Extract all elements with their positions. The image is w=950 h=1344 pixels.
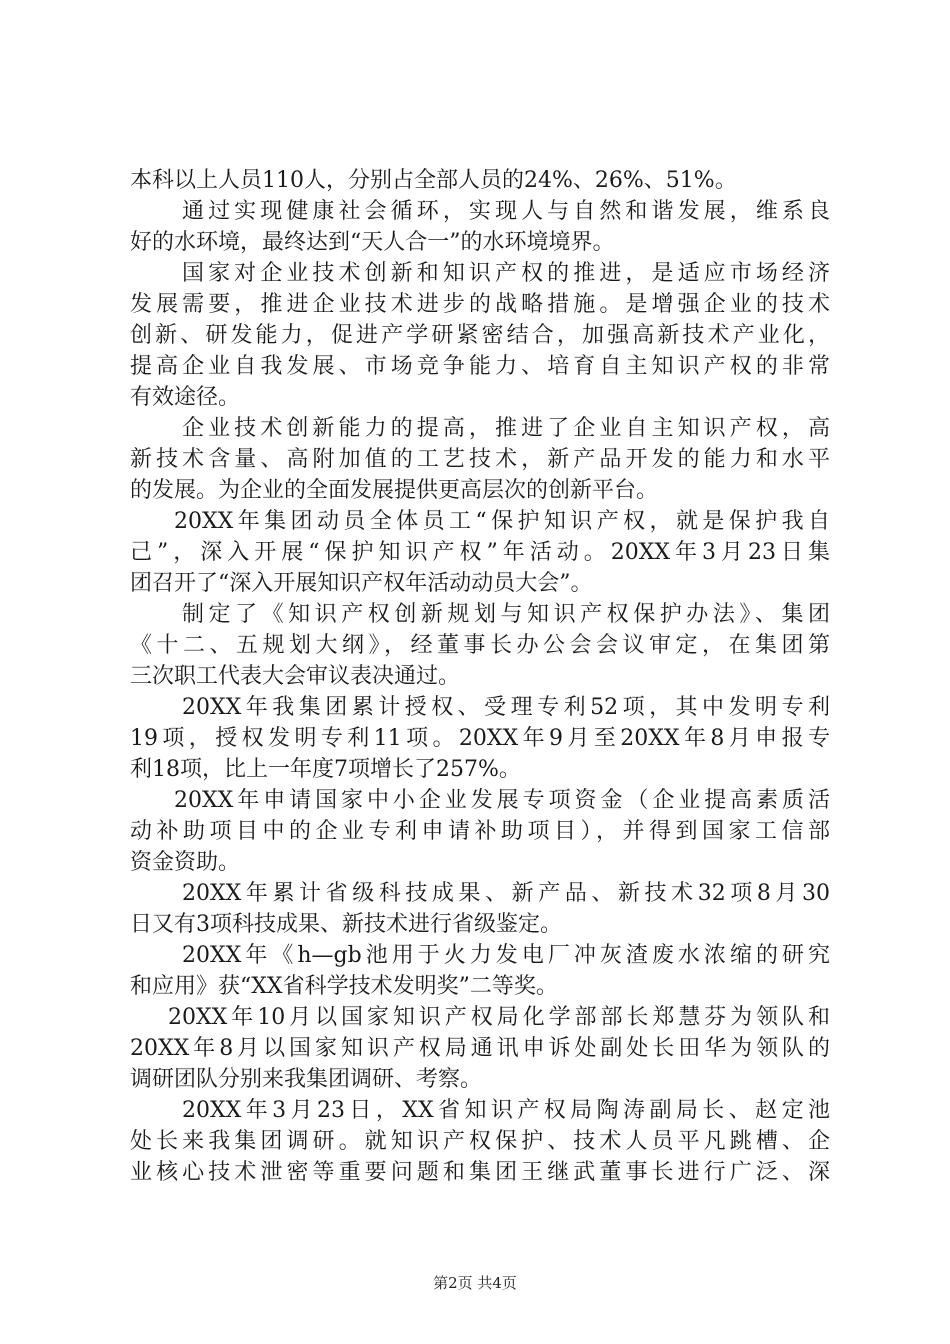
text-line: 国家对企业技术创新和知识产权的推进，是适应市场经济 <box>182 261 830 286</box>
text-line: 20XX年申请国家中小企业发展专项资金（企业提高素质活 <box>174 788 830 813</box>
text-line: 通过实现健康社会循环，实现人与自然和谐发展，维系良 <box>182 199 830 224</box>
text-line: 20XX年累计省级科技成果、新产品、新技术32项8月30 <box>182 881 830 906</box>
page-footer: 第2页 共4页 <box>433 1274 517 1292</box>
text-line: 20XX年我集团累计授权、受理专利52项，其中发明专利 <box>182 695 830 720</box>
text-line: 动补助项目中的企业专利申请补助项目），并得到国家工信部 <box>130 819 830 844</box>
text-line: 日又有3项科技成果、新技术进行省级鉴定。 <box>130 912 562 937</box>
text-line: 20XX年8月以国家知识产权局通讯申诉处副处长田华为领队的 <box>130 1036 830 1061</box>
text-line: 三次职工代表大会审议表决通过。 <box>130 664 461 689</box>
text-line: 20XX年集团动员全体员工“保护知识产权，就是保护我自 <box>174 509 830 534</box>
text-line: 好的水环境，最终达到“天人合一”的水环境境界。 <box>130 230 615 255</box>
text-line: 业核心技术泄密等重要问题和集团王继武董事长进行广泛、深 <box>130 1160 830 1185</box>
text-line: 团召开了“深入开展知识产权年活动动员大会”。 <box>130 571 593 596</box>
text-line: 资金资助。 <box>130 850 241 875</box>
text-line: 《十二、五规划大纲》，经董事长办公会会议审定，在集团第 <box>130 633 830 658</box>
text-line: 有效途径。 <box>130 385 241 410</box>
text-line: 19项，授权发明专利11项。20XX年9月至20XX年8月申报专 <box>130 726 830 751</box>
text-line: 和应用》获“XX省科学技术发明奖”二等奖。 <box>130 974 558 999</box>
text-line: 发展需要，推进企业技术进步的战略措施。是增强企业的技术 <box>130 292 830 317</box>
text-line: 企业技术创新能力的提高，推进了企业自主知识产权，高 <box>182 416 830 441</box>
text-line: 己”，深入开展“保护知识产权”年活动。20XX年3月23日集 <box>130 540 830 565</box>
text-line: 处长来我集团调研。就知识产权保护、技术人员平凡跳槽、企 <box>130 1129 830 1154</box>
text-line: 20XX年3月23日，XX省知识产权局陶涛副局长、赵定池 <box>182 1098 830 1123</box>
text-line: 提高企业自我发展、市场竞争能力、培育自主知识产权的非常 <box>130 354 830 379</box>
text-line: 20XX年10月以国家知识产权局化学部部长郑慧芬为领队和 <box>168 1005 830 1030</box>
text-line: 20XX年《h—gb池用于火力发电厂冲灰渣废水浓缩的研究 <box>182 943 830 968</box>
text-line: 利18项，比上一年度7项增长了257%。 <box>130 757 521 782</box>
text-line: 的发展。为企业的全面发展提供更高层次的创新平台。 <box>130 478 659 503</box>
text-line: 制定了《知识产权创新规划与知识产权保护办法》、集团 <box>182 602 830 627</box>
text-line: 本科以上人员110人，分别占全部人员的24%、26%、51%。 <box>130 168 737 193</box>
text-line: 新技术含量、高附加值的工艺技术，新产品开发的能力和水平 <box>130 447 830 472</box>
text-line: 创新、研发能力，促进产学研紧密结合，加强高新技术产业化， <box>130 323 830 348</box>
text-line: 调研团队分别来我集团调研、考察。 <box>130 1067 483 1092</box>
document-body <box>130 165 830 1188</box>
